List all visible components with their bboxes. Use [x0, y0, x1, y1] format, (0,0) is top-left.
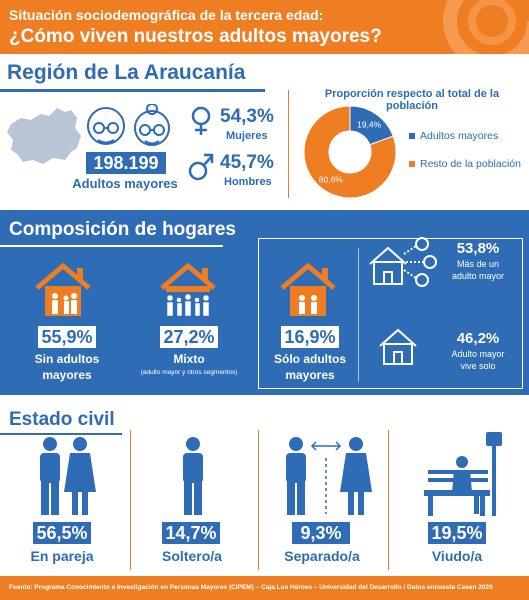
household-underline — [0, 245, 223, 247]
region-heading — [0, 59, 265, 92]
women-label: Mujeres — [226, 130, 268, 142]
legend-swatch-orange — [409, 161, 415, 167]
house-mixed-icon — [158, 260, 218, 318]
label-more-than-one-1: Más de un — [456, 259, 500, 269]
region-title: Región de La Araucanía — [7, 61, 246, 84]
pct-separated: 9,3% — [292, 522, 350, 544]
men-percent: 45,7% — [220, 152, 274, 173]
region-divider — [288, 90, 289, 198]
pct-widowed: 19,5% — [428, 522, 486, 544]
label-couple: En pareja — [30, 548, 94, 564]
legend-label-elderly: Adultos mayores — [420, 130, 499, 142]
label-no-elderly-2: mayores — [42, 368, 92, 382]
civil-status-underline — [0, 433, 122, 435]
label-lives-alone-1: Adulto mayor — [451, 349, 505, 359]
footer-source: Fuente: Programa Conocimiento e Investigación en Personas Mayores (CIPEM) – Caja Los Héroes – Universidad del Desarrollo / Datos encuesta Casen 2020 — [0, 576, 529, 600]
label-lives-alone-2: vive solo — [460, 361, 496, 371]
widowed-bench-icon — [420, 430, 510, 516]
couple-icon — [30, 436, 100, 516]
house-no-elderly-icon — [33, 260, 93, 318]
label-mixed: Mixto — [173, 352, 205, 366]
pct-elderly-only: 16,9% — [281, 326, 339, 348]
pct-mixed: 27,2% — [160, 326, 218, 348]
legend-item-rest — [409, 158, 521, 186]
civil-status-title: Estado civil — [9, 409, 115, 430]
header-title: ¿Cómo viven nuestros adultos mayores? — [9, 26, 382, 47]
male-symbol-icon — [188, 152, 214, 182]
label-separated: Separado/a — [284, 548, 360, 564]
label-mixed-sub: (adulto mayor y otros segmentos) — [140, 369, 238, 376]
total-elderly-label: Adultos mayores — [72, 176, 178, 191]
label-elderly-only-2: mayores — [285, 368, 335, 382]
pct-no-elderly: 55,9% — [38, 326, 96, 348]
label-single: Soltero/a — [162, 548, 222, 564]
population-donut-chart — [302, 104, 398, 200]
single-person-icon — [176, 436, 210, 516]
legend-swatch-blue — [409, 133, 415, 139]
pct-single: 14,7% — [162, 522, 220, 544]
header-subtitle: Situación sociodemográfica de la tercera edad: — [9, 7, 324, 23]
elderly-couple-icon — [80, 104, 180, 152]
house-lives-alone-icon — [378, 326, 418, 366]
donut-chart-title: Proporción respecto al total de la población — [324, 88, 500, 112]
label-more-than-one-2: adulto mayor — [451, 271, 505, 281]
label-elderly-only-1: Sólo adultos — [274, 352, 346, 366]
pct-lives-alone: 46,2% — [456, 330, 500, 347]
men-label: Hombres — [224, 176, 272, 188]
civil-divider-3 — [388, 430, 389, 570]
donut-label-elderly: 19,4% — [357, 119, 382, 130]
region-underline — [0, 89, 265, 92]
female-symbol-icon — [188, 106, 214, 136]
total-elderly-value: 198.199 — [86, 152, 166, 174]
label-no-elderly-1: Sin adultos — [34, 352, 100, 366]
separated-couple-icon — [282, 436, 372, 516]
civil-divider-2 — [258, 430, 259, 570]
pct-couple: 56,5% — [33, 522, 91, 544]
house-elderly-only-icon — [278, 260, 338, 318]
legend-label-rest: Resto de la población — [420, 158, 521, 170]
pct-more-than-one: 53,8% — [456, 240, 500, 257]
donut-legend — [409, 130, 521, 186]
household-title: Composición de hogares — [9, 219, 236, 240]
region-map-icon — [5, 104, 85, 168]
legend-item-elderly — [409, 130, 521, 158]
house-multiple-elderly-icon — [368, 236, 440, 292]
decorative-circle-icon — [437, 0, 529, 54]
frame-divider — [358, 248, 359, 382]
label-widowed: Viudo/a — [431, 548, 483, 564]
women-percent: 54,3% — [220, 106, 274, 127]
header-banner — [0, 0, 529, 54]
civil-divider-1 — [130, 430, 131, 570]
donut-label-rest: 80,6% — [318, 174, 343, 185]
